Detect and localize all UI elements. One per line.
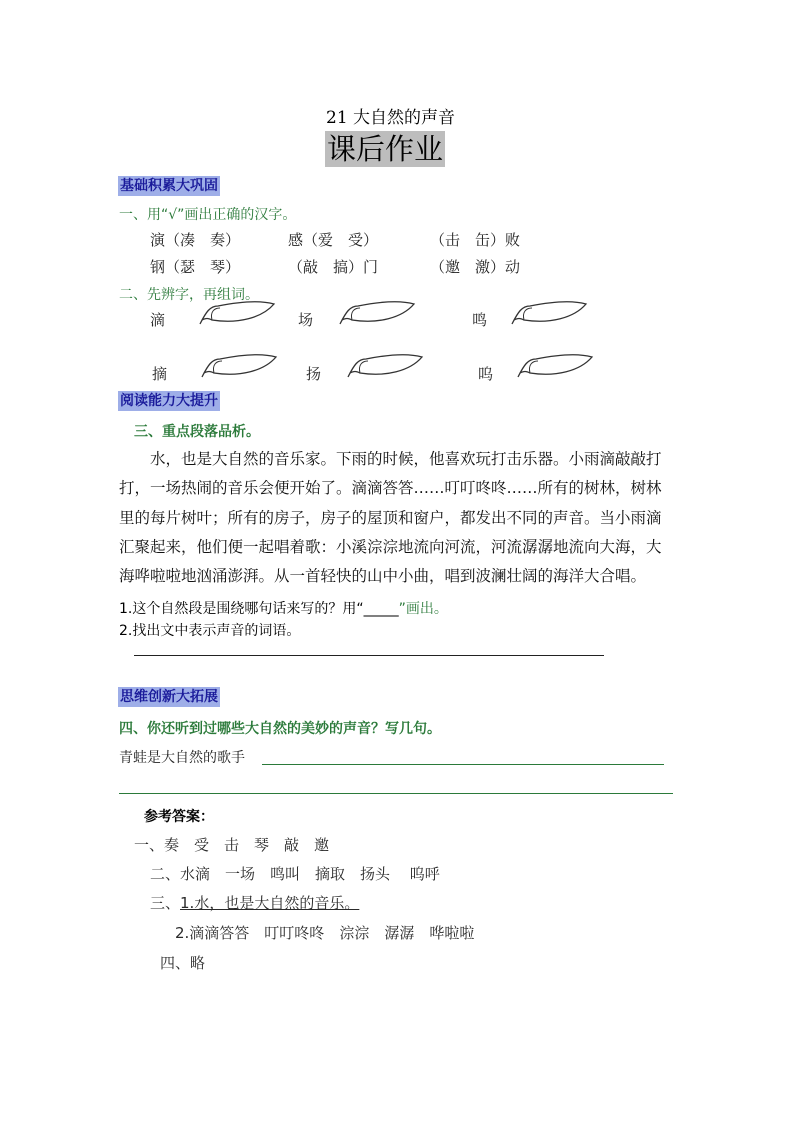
leaf-answer-icon[interactable] [346, 351, 426, 381]
q2-character: 鸣 [472, 311, 488, 329]
passage-line: 打，一场热闹的音乐会便开始了。滴滴答答……叮叮咚咚……所有的树林，树林 [119, 479, 662, 497]
answer-3-2: 2.滴滴答答 叮叮咚咚 淙淙 潺潺 哗啦啦 [175, 924, 475, 942]
answer-line[interactable] [262, 764, 664, 765]
q3-sub-question-1: 1.这个自然段是围绕哪句话来写的？用“_____”画出。 [119, 601, 448, 617]
q1-option: 演（凑 奏） [150, 231, 241, 249]
passage-line: 海哗啦啦地汹涌澎湃。从一首轻快的山中小曲，唱到波澜壮阔的海洋大合唱。 [119, 567, 647, 585]
answer-line[interactable] [134, 655, 604, 656]
q1-option: （击 缶）败 [430, 231, 521, 249]
q1-option: （敲 搞）门 [288, 258, 379, 276]
answers-heading: 参考答案： [144, 809, 214, 825]
q2-character: 呜 [478, 365, 494, 383]
page-subtitle: 课后作业 [327, 132, 444, 166]
question-1-prompt: 一、用“√”画出正确的汉字。 [119, 207, 297, 223]
leaf-answer-icon[interactable] [510, 298, 590, 328]
page-title: 21 大自然的声音 [326, 108, 456, 128]
leaf-answer-icon[interactable] [516, 351, 596, 381]
q2-character: 场 [298, 311, 314, 329]
answer-line[interactable] [119, 793, 673, 794]
q2-character: 摘 [152, 365, 168, 383]
section-thinking-heading: 思维创新大拓展 [120, 689, 218, 705]
passage-line: 汇聚起来，他们便一起唱着歌：小溪淙淙地流向河流，河流潺潺地流向大海，大 [119, 538, 662, 556]
answer-3: 三、1.水，也是大自然的音乐。 [150, 894, 360, 912]
leaf-answer-icon[interactable] [338, 298, 418, 328]
q1-option: （邀 激）动 [430, 258, 521, 276]
leaf-answer-icon[interactable] [200, 351, 280, 381]
passage-line: 水，也是大自然的音乐家。下雨的时候，他喜欢玩打击乐器。小雨滴敲敲打 [150, 450, 662, 468]
passage-line: 里的每片树叶；所有的房子，房子的屋顶和窗户，都发出不同的声音。当小雨滴 [119, 509, 662, 527]
section-basic-heading: 基础积累大巩固 [120, 178, 218, 194]
leaf-answer-icon[interactable] [198, 298, 278, 328]
answer-1: 一、奏 受 击 琴 敲 邀 [134, 836, 330, 854]
q1-option: 感（爱 受） [288, 231, 379, 249]
question-2-prompt: 二、先辨字，再组词。 [119, 287, 259, 303]
q2-character: 滴 [150, 311, 166, 329]
question-3-prompt: 三、重点段落品析。 [134, 424, 260, 440]
answer-4: 四、略 [160, 954, 206, 972]
section-reading-heading: 阅读能力大提升 [120, 393, 218, 409]
q4-starter-text: 青蛙是大自然的歌手 [119, 750, 245, 766]
question-4-prompt: 四、你还听到过哪些大自然的美妙的声音？写几句。 [119, 721, 441, 737]
q1-option: 钢（瑟 琴） [150, 258, 241, 276]
answer-2: 二、水滴 一场 鸣叫 摘取 扬头 呜呼 [150, 865, 440, 883]
q3-sub-question-2: 2.找出文中表示声音的词语。 [119, 623, 301, 639]
q2-character: 扬 [306, 365, 322, 383]
